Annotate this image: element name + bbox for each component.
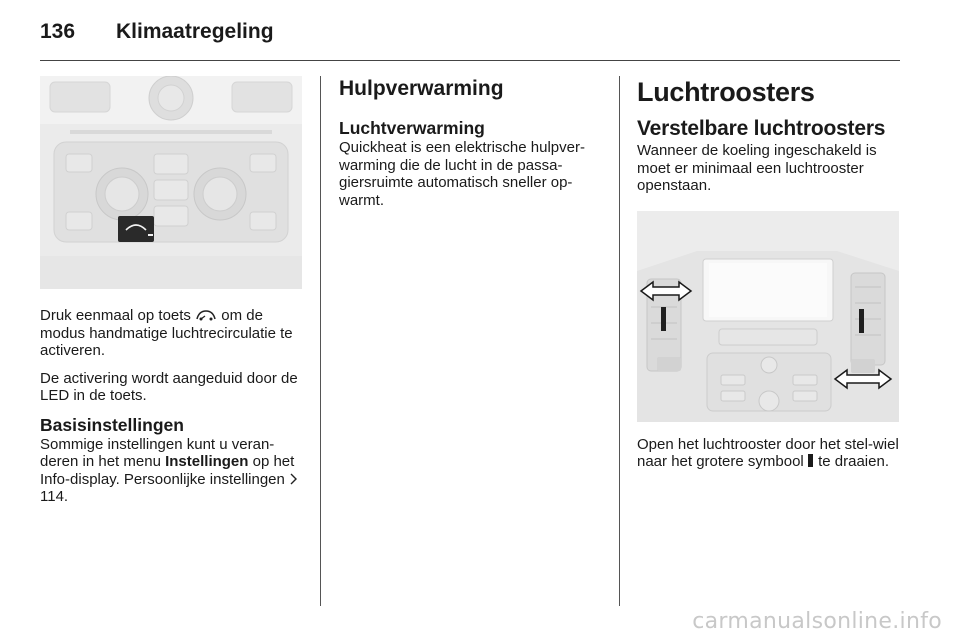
watermark: carmanualsonline.info bbox=[692, 609, 942, 634]
column-divider-2 bbox=[619, 76, 620, 606]
bold-menu-name: Instellingen bbox=[165, 453, 249, 470]
paragraph-open-vent: Open het luchtrooster door het stel-wiel naar het grotere symbool te draaien. bbox=[637, 435, 899, 470]
climate-control-panel-figure bbox=[40, 76, 302, 289]
paragraph-recirculation: Druk eenmaal op toets om de modus handmatige luchtrecirculatie te activeren. bbox=[40, 307, 293, 359]
heading-verstelbare-luchtroosters: Verstelbare luchtroosters bbox=[637, 117, 886, 140]
paragraph-led: De activering wordt aangeduid door de LED in de toets. bbox=[40, 369, 298, 404]
column-3 bbox=[637, 76, 901, 471]
heading-luchtverwarming: Luchtverwarming bbox=[339, 118, 485, 138]
page-number: 136 bbox=[40, 20, 76, 43]
column-2 bbox=[339, 76, 603, 209]
heading-luchtroosters: Luchtroosters bbox=[637, 77, 815, 107]
header-rule bbox=[40, 60, 900, 61]
paragraph-settings: Sommige instellingen kunt u veran-deren in het menu Instellingen op het Info-display. Persoonlijke instellingen 114. bbox=[40, 436, 302, 506]
paragraph-quickheat: Quickheat is een elektrische hulpver-warming die de lucht in de passa-giersruimte automatisch sneller op-warmt. bbox=[339, 139, 585, 209]
heading-hulpverwarming: Hulpverwarming bbox=[339, 77, 504, 100]
reference-arrow-icon bbox=[289, 473, 299, 485]
column-divider-1 bbox=[320, 76, 321, 606]
page-title: Klimaatregeling bbox=[116, 20, 274, 43]
paragraph-cooling: Wanneer de koeling ingeschakeld is moet er minimaal een luchtrooster openstaan. bbox=[637, 142, 877, 194]
recirculation-car-icon bbox=[195, 309, 217, 321]
air-vents-figure bbox=[637, 211, 899, 422]
heading-basisinstellingen: Basisinstellingen bbox=[40, 414, 184, 435]
column-1 bbox=[40, 76, 302, 506]
